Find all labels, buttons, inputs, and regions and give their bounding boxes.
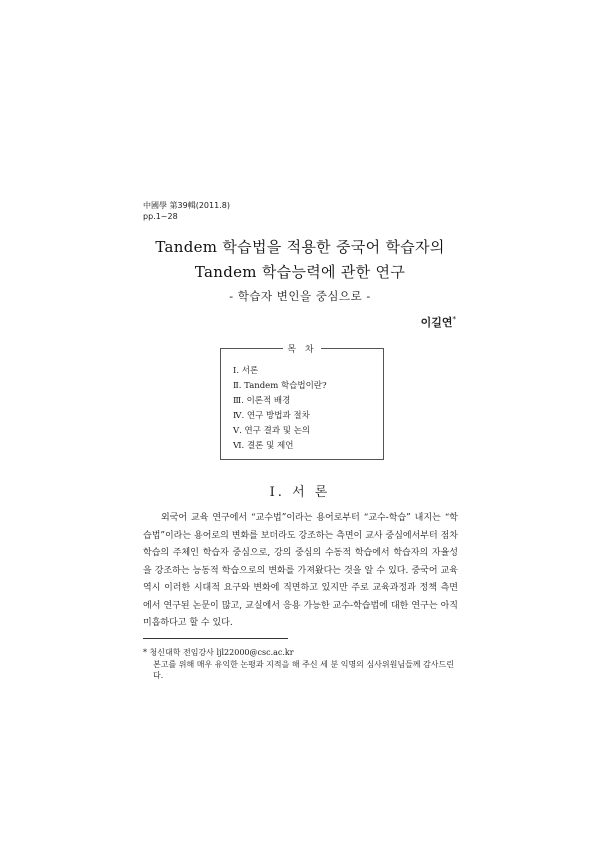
journal-info [143, 200, 230, 222]
toc-item: Ⅴ. 연구 결과 및 논의 [233, 426, 311, 436]
paper-title-line1: Tandem 학습법을 적용한 중국어 학습자의 [155, 238, 445, 256]
body-paragraph: 외국어 교육 연구에서 “교수법”이라는 용어로부터 “교수-학습” 내지는 “학습법”이라는 용어로의 변화를 보더라도 강조하는 측면이 교사 중심에서부터 점차 학습의 주체인 학습자 중심으로, 강의 중심의 수동적 학습에서 학습자의 자율성을 강조하는 능동적 학습으로의 변화를 가져왔다는 것을 알 수 있다. 중국어 교육 역시 이러한 시대적 요구와 변화에 직면하고 있지만 주로 교육과정과 정책 측면에서 연구된 논문이 많고, 교실에서 응용 가능한 교수-학습법에 대한 연구는 아직 미흡하다고 할 수 있다. [143, 513, 458, 628]
author-name: 이길연 [420, 316, 453, 329]
toc-list [233, 364, 327, 454]
footnote-acknowledgement: 본고를 위해 매우 유익한 논평과 지적을 해 주신 세 분 익명의 심사위원님들께 감사드린다. [153, 659, 454, 680]
section-heading: Ⅰ. 서 론 [269, 485, 331, 500]
journal-pages: pp.1~28 [143, 212, 178, 221]
table-of-contents [220, 345, 384, 460]
footnote-affiliation: * 청신대학 전임강사 ljl22000@csc.ac.kr [143, 648, 294, 657]
toc-item: Ⅵ. 결론 및 제언 [233, 441, 294, 451]
toc-heading: 목 차 [283, 345, 320, 355]
footnote-divider [143, 638, 288, 639]
paper-title-line2: Tandem 학습능력에 관한 연구 [194, 263, 406, 281]
author [421, 314, 456, 330]
toc-item: Ⅰ. 서론 [233, 366, 259, 376]
toc-item: Ⅲ. 이론적 배경 [233, 396, 291, 406]
journal-name: 中國學 第39輯(2011.8) [143, 201, 230, 210]
author-footnote-mark: * [452, 315, 456, 324]
paper-subtitle: - 학습자 변인을 중심으로 - [229, 289, 371, 303]
toc-item: Ⅳ. 연구 방법과 절차 [233, 411, 310, 421]
footnote [143, 647, 458, 682]
toc-item: Ⅱ. Tandem 학습법이란? [233, 381, 327, 391]
